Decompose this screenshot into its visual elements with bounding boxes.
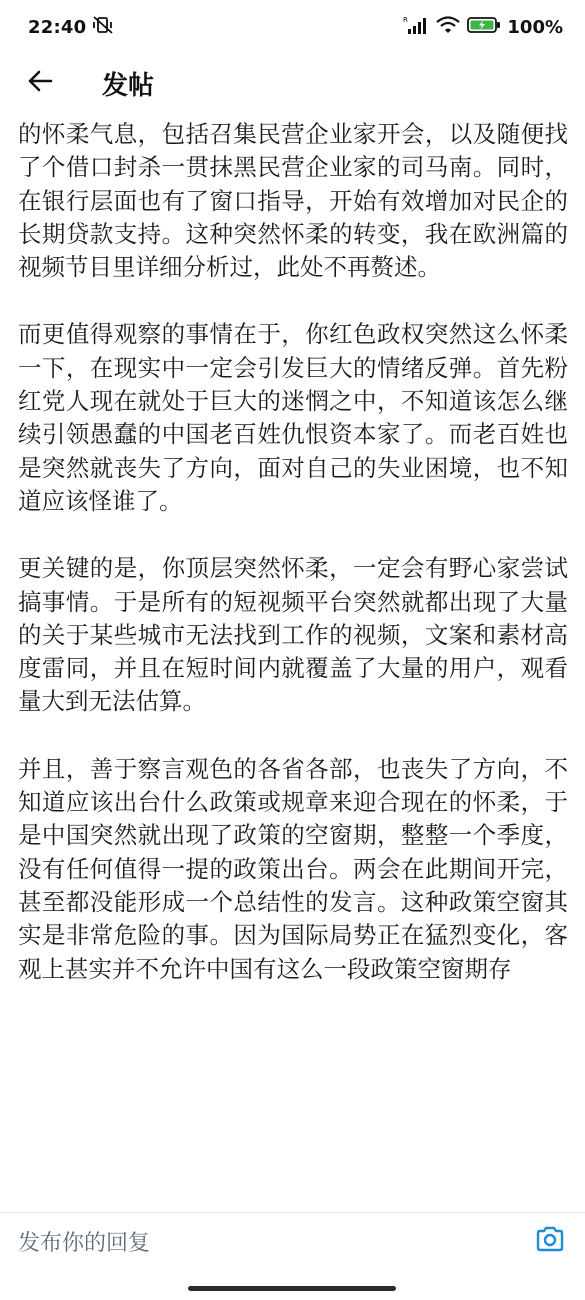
- status-right: [403, 15, 563, 40]
- status-time: 22:40: [28, 16, 87, 38]
- app-bar: [0, 54, 585, 112]
- status-bar: [0, 0, 585, 54]
- back-button[interactable]: [18, 61, 62, 105]
- post-paragraph: 并且，善于察言观色的各省各部，也丧失了方向，不知道应该出台什么政策或规章来迎合现在的怀柔，于是中国突然就出现了政策的空窗期，整整一个季度，没有任何值得一提的政策出台。两会在此期间开完，甚至都没能形成一个总结性的发言。这种政策空窗其实是非常危险的事。因为国际局势正在猛烈变化，客观上甚实并不允许中国有这么一段政策空窗期存: [18, 754, 568, 983]
- camera-button[interactable]: [533, 1224, 567, 1258]
- wifi-icon: [435, 15, 461, 40]
- reply-input[interactable]: 发布你的回复: [18, 1230, 151, 1256]
- battery-level: 100%: [507, 16, 563, 38]
- page-title: 发帖: [102, 70, 155, 101]
- battery-icon: [467, 15, 501, 40]
- post-paragraph: 而更值得观察的事情在于，你红色政权突然这么怀柔一下，在现实中一定会引发巨大的情绪反弹。首先粉红党人现在就处于巨大的迷惘之中，不知道该怎么继续引领愚蠢的中国老百姓仇恨资本家了。而老百姓也是突然就丧失了方向，面对自己的失业困境，也不知道应该怪谁了。: [18, 320, 568, 515]
- post-content[interactable]: [18, 118, 568, 1202]
- svg-text:R: R: [403, 15, 409, 24]
- home-indicator[interactable]: [188, 1286, 396, 1291]
- camera-icon: [535, 1225, 565, 1257]
- arrow-left-icon: [27, 69, 53, 97]
- post-paragraph: 的怀柔气息，包括召集民营企业家开会，以及随便找了个借口封杀一贯抹黑民营企业家的司马南。同时，在银行层面也有了窗口指导，开始有效增加对民企的长期贷款支持。这种突然怀柔的转变，我在欧洲篇的视频节目里详细分析过，此处不再赘述。: [18, 120, 568, 282]
- post-paragraph: 更关键的是，你顶层突然怀柔，一定会有野心家尝试搞事情。于是所有的短视频平台突然就都出现了大量的关于某些城市无法找到工作的视频，文案和素材高度雷同，并且在短时间内就覆盖了大量的用户，观看量大到无法估算。: [18, 554, 568, 716]
- reply-bar: [0, 1213, 585, 1269]
- vibrate-off-icon: [92, 15, 114, 40]
- cellular-signal-icon: [403, 15, 429, 40]
- status-left: [28, 15, 114, 40]
